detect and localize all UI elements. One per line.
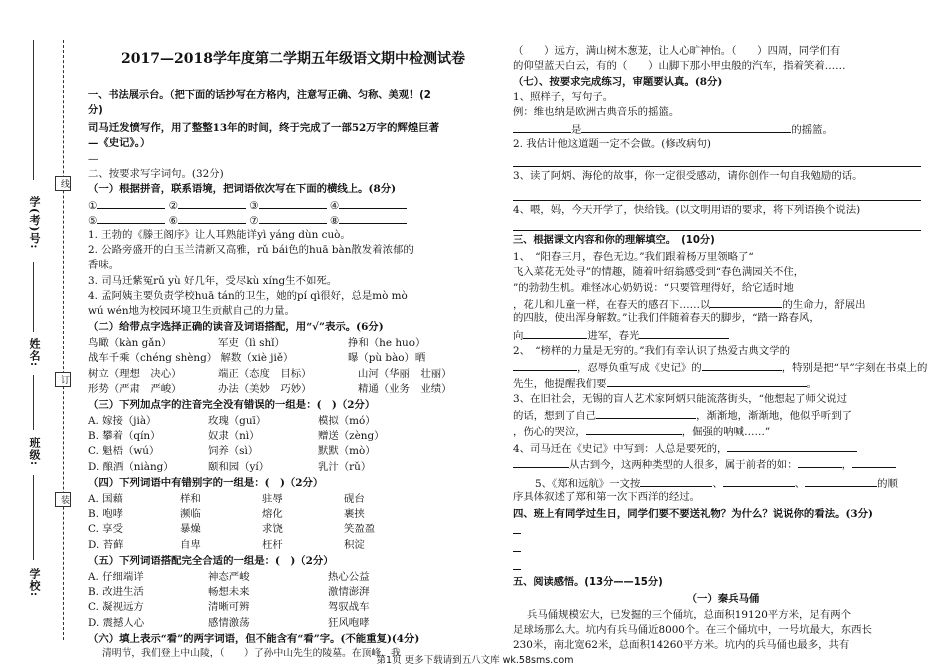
section-3-heading: 三、根据课文内容和你的理解填空。 (10分) — [513, 235, 715, 246]
s3-p2-line: 2、 “榜样的力量是无穷的。”我们有幸认识了热爱古典文学的 — [513, 345, 790, 357]
reading-line: 足球场那么大。坑内有兵马俑近8000个。在三个俑坑中，一号坑最大，东西长 — [513, 624, 872, 636]
answer-blank[interactable] — [586, 423, 682, 435]
section-2-heading: 二、按要求写字词句。(32分) — [88, 168, 224, 180]
label-kaohao: 学(考)号: — [28, 196, 41, 250]
q5-option: B. 改进生活 畅想未来 激情澎湃 — [88, 586, 370, 598]
answer-blank[interactable] — [640, 475, 712, 487]
answer-blank[interactable] — [639, 327, 729, 339]
s3-p1-line: ”的勃勃生机。难怪冰心奶奶说：“只要管理得好，给它适时地 — [513, 282, 794, 294]
q5-heading: （五）下列词语搭配完全合适的一组是：( )（2分） — [88, 555, 334, 567]
answer-line[interactable] — [513, 166, 921, 167]
s3-p1-line: ，花儿和儿童一样，在春天的感召下……以 的生命力，舒展出 — [513, 296, 866, 314]
answer-blank[interactable] — [259, 212, 327, 224]
answer-blank[interactable] — [727, 440, 857, 452]
s3-p1-line: 的四肢，使出浑身解数。”让我们伴随着春天的脚步，“踏一路春风， — [513, 312, 820, 324]
q5-option: D. 震撼人心 感情激荡 狂风咆哮 — [88, 617, 370, 629]
q4-heading: （四）下列词语中有错别字的一组是：( )（2分） — [88, 477, 324, 489]
page-footer: 第1页 更多下载请到五八文库 wk.58sms.com — [376, 655, 574, 666]
q4-option: A. 国藉 样和 驻辱 砚台 — [88, 493, 365, 505]
answer-blank[interactable] — [259, 197, 327, 209]
section-4-heading: 四、班上有同学过生日，同学们要不要送礼物？为什么？说说你的看法。(3分) — [513, 508, 873, 520]
label-xuexiao: 学校: — [28, 568, 41, 598]
blank-label: ⑦ — [249, 215, 259, 227]
q1-sentence-4-cont: wú wén地为校园环境卫生贡献自己的力量。 — [88, 305, 295, 317]
q7-heading: （七）、按要求完成练习，审题要认真。(8分) — [513, 76, 723, 88]
answer-blank[interactable] — [798, 456, 842, 468]
answer-blank[interactable] — [513, 359, 577, 371]
s3-p1-line: 向 进军，春光 — [513, 327, 729, 345]
q5-option: A. 仔细端详 神态严峻 热心公益 — [88, 571, 370, 583]
s3-p3-line: 3、在旧社会，无锡的盲人艺术家阿炳只能流落街头，“他想起了师父说过 — [513, 393, 848, 405]
section-5-heading: 五、阅读感悟。(13分——15分) — [513, 577, 663, 588]
answer-blank[interactable] — [723, 475, 795, 487]
q7-item-3: 3、读了阿炳、海伦的故事，你一定很受感动，请你创作一句自我勉励的话。 — [513, 170, 863, 182]
answer-line[interactable] — [513, 551, 521, 552]
q2-heading: （二）给带点字选择正确的读音及词语搭配，用“√”表示。(6分) — [88, 321, 384, 333]
s3-p5-line: 序具体叙述了郑和第一次下西洋的经过。 — [513, 491, 701, 503]
q1-sentence-1: 1. 王勃的《滕王阁序》让人耳熟能详yì yáng dùn cuò。 — [88, 229, 351, 241]
q7-item-1: 1、照样子，写句子。 — [513, 91, 614, 103]
banji-line — [33, 375, 34, 430]
section-1-dash: — — [88, 153, 99, 165]
binding-dashed-line — [63, 40, 64, 640]
answer-blank[interactable] — [513, 121, 571, 133]
answer-blank[interactable] — [852, 456, 896, 468]
answer-blank[interactable] — [581, 121, 791, 133]
q7-item-4: 4、喂，妈，今天开学了，快给钱。(以文明用语的要求，将下列语换个说法) — [513, 204, 861, 216]
answer-line[interactable] — [513, 230, 921, 231]
q3-heading: （三）下列加点字的注音完全没有错误的一组是：( )（2分） — [88, 399, 376, 411]
q4-option: C. 享受 暴燥 求饶 笑盈盈 — [88, 523, 376, 535]
q5-option: C. 凝视远方 清晰可辨 驾驭战车 — [88, 601, 370, 613]
answer-blank[interactable] — [710, 296, 782, 308]
section-1-text-cont: —《史记》。） — [88, 137, 151, 149]
xuexiao-line — [33, 475, 34, 560]
q2-row: 树立（理想 决心） 端正（态度 目标） 山河（华丽 壮丽） — [88, 368, 452, 380]
blank-label: ③ — [249, 200, 259, 212]
s3-p3-line: 的话，想到了自己 ，渐渐地，渐渐地，他似乎听到了 — [513, 407, 852, 425]
blank-label: ① — [88, 200, 98, 212]
binding-margin — [0, 0, 85, 671]
q7-example: 例：维也纳是欧洲古典音乐的摇篮。 — [513, 106, 680, 118]
answer-blank[interactable] — [805, 475, 877, 487]
q1-sentence-4: 4. 孟阿姨主要负责学校huā tán的卫生，她的pí qì很好，总是mò mò — [88, 290, 408, 302]
q2-row: 战车千乘（chéng shèng） 解数（xiè jiě） 曝（pù bào）晒 — [88, 352, 426, 364]
section-1-heading-cont: 分) — [88, 105, 103, 116]
blank-label: ⑧ — [329, 215, 340, 227]
s3-p5-line: 5、《郑和远航》一文按 、 、 的顺 — [513, 475, 898, 493]
answer-blank[interactable] — [97, 212, 165, 224]
q6-text: 清明节，我们登上中山陵，（ ）了孙中山先生的陵墓。在顶峰，我 — [102, 648, 401, 659]
s3-p3-line: ，伤心的哭泣， ，倔强的呐喊……” — [513, 423, 770, 441]
q3-option: A. 嫁接（jià） 玫瑰（guī） 模拟（mó） — [88, 415, 376, 427]
q6-continued-2: 的仰望蓝天白云，有的（ ）山脚下那小甲虫般的汽车，指着笑着…… — [513, 60, 846, 72]
q3-option: C. 魁梧（wú） 饲养（sì） 默默（mò） — [88, 445, 376, 457]
section-1-text: 司马迁发愤写作，用了整整13年的时间，终于完成了一部52万字的辉煌巨著 — [88, 122, 440, 134]
q3-option: D. 酿酒（niàng） 颐和园（yí） 乳汁（rǔ） — [88, 461, 372, 473]
answer-blank[interactable] — [339, 212, 407, 224]
q1-sentence-3: 3. 司马迁紫冤rǔ yù 好几年，受尽kù xíng生不如死。 — [88, 275, 338, 287]
mark-zhuang: 装 — [55, 492, 71, 507]
answer-blank[interactable] — [97, 197, 165, 209]
label-xingming: 姓名: — [28, 338, 41, 368]
answer-blank[interactable] — [523, 327, 587, 339]
answer-blank[interactable] — [702, 359, 782, 371]
q6-heading: （六）填上表示“看”的两字词语，但不能含有“看”字。(不能重复)(4分) — [88, 633, 420, 645]
answer-blank[interactable] — [607, 375, 807, 387]
s3-p1-line: 飞入菜花无处寻”的情趣，随着叶绍翁感受到“春色满园关不住， — [513, 266, 805, 278]
q6-continued-1: （ ）远方，满山树木葱茏，让人心旷神怡。（ ）四周，同学们有 — [513, 45, 841, 57]
answer-blank[interactable] — [178, 197, 246, 209]
reading-line: 230米，南北宽62米，总面积14260平方米。坑内的兵马俑也最多，共有 — [513, 639, 850, 651]
q3-option: B. 攀着（qín） 奴隶（nì） 赠送（zèng） — [88, 430, 385, 442]
reading-line: 兵马俑规模宏大，已发掘的三个俑坑，总面积19120平方米，足有两个 — [527, 609, 851, 621]
blank-label: ② — [168, 200, 178, 212]
answer-blank[interactable] — [596, 407, 696, 419]
q4-option: D. 苔藓 自卑 枉杆 积淀 — [88, 539, 365, 551]
xingming-line — [33, 262, 34, 332]
s3-p4-line: 从古到今，这两种类型的人很多，属于前者的如： ， — [513, 456, 896, 474]
blank-label: ⑥ — [168, 215, 178, 227]
q7-item-2: 2. 我估计他这道题一定不会做。(修改病句) — [513, 138, 711, 150]
q1-sentence-2: 2. 公路旁盛开的白玉兰清新又高雅，rǔ bái色的huā bàn散发着浓郁的 — [88, 244, 414, 256]
s3-p2-line: 先生，他提醒我们要 。 — [513, 375, 817, 393]
q1-heading: （一）根据拼音，联系语境，把词语依次写在下面的横线上。(8分) — [88, 183, 396, 195]
section-1-heading: 一、书法展示台。（把下面的话抄写在方格内，注意写正确、匀称、美观！(2 — [88, 90, 431, 101]
answer-blank[interactable] — [178, 212, 246, 224]
mark-ding: 订 — [55, 372, 71, 387]
answer-blank[interactable] — [513, 456, 569, 468]
blank-label: ④ — [329, 200, 340, 212]
label-banji: 班级: — [28, 437, 41, 467]
answer-line[interactable] — [513, 569, 521, 570]
mark-xian: 线 — [55, 176, 71, 191]
s3-p2-line: ，忍辱负重写成《史记》的 ，特别是把“早”字刻在书桌上的 — [513, 359, 927, 377]
q1-sentence-2-cont: 香味。 — [88, 259, 120, 271]
q2-row: 鸟瞰（kàn gǎn） 军吏（lì shǐ） 挣和（he huo） — [88, 337, 426, 349]
q4-option: B. 咆哮 濒临 熔化 裹挟 — [88, 508, 365, 520]
q7-fill-line: 是 的摇篮。 — [513, 121, 833, 139]
answer-line[interactable] — [513, 200, 921, 201]
kaohao-line — [33, 40, 34, 180]
s3-p4-line: 4、司马迁在《史记》中写到：人总是要死的， — [513, 440, 857, 458]
answer-blank[interactable] — [339, 197, 407, 209]
q2-row: 形势（严肃 严峻） 办法（美妙 巧妙） 精通（业务 业绩） — [88, 383, 452, 395]
q1-answer-row-2 — [88, 212, 407, 230]
answer-line[interactable] — [513, 533, 521, 534]
s3-p1-line: 1、 “阳春三月，春色无边。”我们跟着杨万里领略了“ — [513, 251, 754, 263]
exam-title: 2017—2018学年度第二学期五年级语文期中检测试卷 — [121, 51, 465, 67]
reading-title: （一）秦兵马俑 — [686, 593, 760, 605]
blank-label: ⑤ — [88, 215, 98, 227]
